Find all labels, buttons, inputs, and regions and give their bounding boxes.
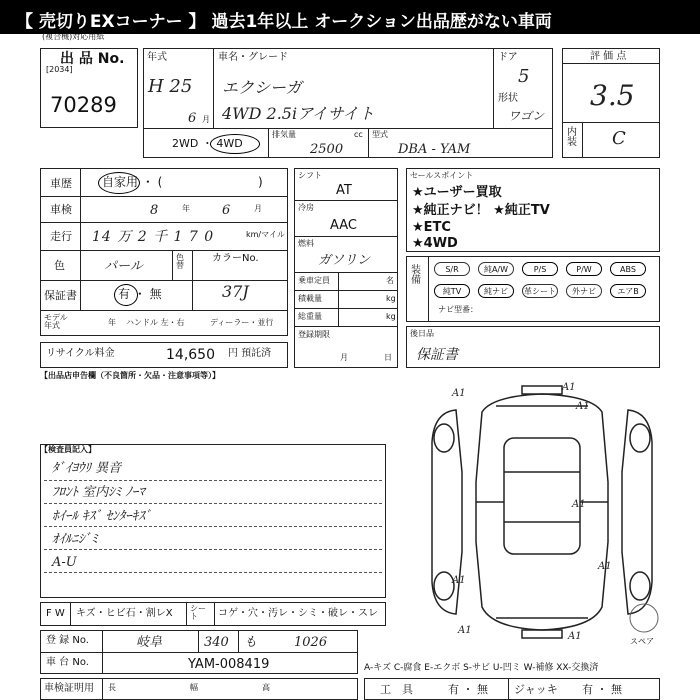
history-selected-circle: [98, 172, 140, 194]
inspector-line-4: ｵｲﾙﾆｼﾞﾐ: [52, 532, 98, 547]
model-label: 車名・グレード: [218, 52, 288, 63]
damage-mark-6: A1: [598, 561, 612, 572]
color-change-label: 色替: [176, 253, 184, 270]
after-sale-label: 後日品: [410, 329, 434, 338]
row2-0: 純TV: [434, 284, 470, 298]
shift-value: AT: [336, 183, 352, 198]
sales-point-3: ★ETC: [412, 220, 451, 235]
type-label: 型式: [372, 130, 388, 139]
car-diagram: [412, 382, 672, 642]
handle-label: ハンドル 左・右: [126, 318, 185, 327]
disp-unit: cc: [354, 130, 363, 139]
inspection-year-unit: 年: [182, 204, 190, 213]
disp-value: 2500: [310, 142, 344, 157]
lot-label: 出 品 No.: [60, 51, 125, 67]
damage-legend: A-キズ C-腐食 E-エクボ S-サビ U-凹ミ W-補修 XX-交換済: [364, 663, 599, 673]
jack-label: ジャッキ: [514, 683, 558, 696]
history-close: ): [258, 175, 263, 189]
seat-label: シート: [190, 604, 206, 621]
ac-label: 冷房: [298, 203, 314, 212]
row2-2: 革シート: [522, 284, 558, 298]
gross-unit: kg: [386, 312, 396, 321]
inspector-line-1: ﾀﾞｲﾖｳﾘ 異音: [52, 461, 122, 476]
tool-opts: 有 ・ 無: [448, 683, 488, 696]
recycle-value: 14,650: [166, 347, 215, 363]
top-banner: [0, 0, 700, 34]
damage-mark-2: A1: [562, 382, 576, 393]
month-unit: 月: [202, 115, 210, 124]
nav-model-label: ナビ型番：: [438, 305, 478, 314]
chassis-value: YAM-008419: [188, 657, 270, 672]
cert-sub2: 幅: [190, 683, 198, 692]
damage-mark-4: A1: [452, 575, 466, 586]
grade: 4WD 2.5iアイサイト: [222, 104, 375, 123]
mileage-label: 走行: [50, 230, 72, 243]
warranty-selected-circle: [114, 284, 138, 306]
history-label: 車歴: [50, 177, 72, 190]
row2-3: 外ナビ: [566, 284, 602, 298]
interior-value: C: [612, 128, 626, 149]
fuel-value: ガソリン: [318, 253, 371, 268]
shift-label: シフト: [298, 171, 322, 180]
drive-options: 2WD ・ 4WD: [172, 137, 243, 150]
gross-label: 総重量: [298, 312, 322, 321]
load-label: 積載量: [298, 294, 322, 303]
month-value: 6: [188, 111, 197, 126]
score-label: 評 価 点: [590, 51, 627, 62]
history-value: 自家用 ・ (: [102, 175, 163, 189]
color-no-value: 37J: [222, 282, 249, 301]
reg-class: 340: [204, 635, 229, 650]
reg-expiry-unit: 月: [340, 353, 348, 362]
year-value: H 25: [148, 76, 193, 97]
chassis-label: 車 台 No.: [46, 657, 89, 668]
fw-text: キズ・ヒビ石・割レX: [76, 608, 173, 619]
door-value: 5: [518, 66, 530, 87]
capacity-unit: 名: [386, 276, 394, 285]
sales-point-4: ★4WD: [412, 236, 458, 251]
sales-point-1: ★ユーザー買取: [412, 185, 502, 200]
color-no-label: カラーNo.: [212, 253, 259, 264]
inspection-label: 車検: [50, 203, 72, 216]
after-sale-value: 保証書: [416, 347, 458, 363]
reg-kana: も: [244, 635, 258, 650]
spare-label: スペア: [630, 637, 654, 646]
ac-value: AAC: [330, 218, 357, 233]
damage-mark-5: A1: [572, 499, 586, 510]
sales-point-2: ★純正ナビ！ ★純正TV: [412, 203, 550, 218]
damage-mark-1: A1: [452, 388, 466, 399]
row1-2: P/S: [522, 262, 558, 276]
row1-3: P/W: [566, 262, 602, 276]
disp-label: 排気量: [272, 130, 296, 139]
equipment-label: 装備: [411, 265, 421, 286]
recycle-label: リサイクル料金: [46, 348, 115, 359]
shape-value: ワゴン: [508, 109, 545, 123]
reg-number: 1026: [294, 635, 328, 650]
inspector-line-3: ﾎｲｰﾙ ｷｽﾞ ｾﾝﾀｰｷｽﾞ: [52, 509, 152, 524]
reg-expiry-label: 登録期限: [298, 330, 330, 339]
row1-1: 純A/W: [478, 262, 514, 276]
model-year-unit: 年: [108, 318, 116, 327]
inspection-month: 6: [222, 203, 231, 218]
score-value: 3.5: [590, 79, 635, 112]
recycle-unit: 円 預託済: [228, 348, 272, 359]
color-value: パール: [104, 259, 143, 274]
capacity-label: 乗車定員: [298, 276, 330, 285]
cert-label: 車検証明用: [44, 683, 94, 694]
corner-note: (複合機)対応用紙: [42, 32, 105, 41]
door-label: ドア: [498, 52, 518, 63]
seat-text: コゲ・穴・汚レ・シミ・破レ・スレ: [218, 608, 378, 619]
tool-label: 工 具: [380, 683, 413, 696]
lot-number: 70289: [50, 93, 117, 117]
fuel-label: 燃料: [298, 239, 314, 248]
type-value: DBA - YAM: [398, 142, 471, 157]
shape-label: 形状: [498, 93, 518, 104]
year-label: 年式: [147, 52, 167, 63]
reg-area: 岐阜: [136, 635, 163, 650]
inspector-line-2: ﾌﾛﾝﾄ 室内ｼﾐ ﾉｰﾏ: [52, 485, 145, 500]
row1-0: S/R: [434, 262, 470, 276]
inspection-month-unit: 月: [254, 204, 262, 213]
row1-4: ABS: [610, 262, 646, 276]
lot-code: [2034]: [46, 65, 73, 74]
mileage-unit: km/マイル: [246, 230, 285, 239]
color-label: 色: [54, 259, 65, 272]
inspection-year: 8: [150, 203, 159, 218]
dealer-label: ディーラー・並行: [210, 318, 274, 327]
jack-opts: 有 ・ 無: [582, 683, 622, 696]
inspector-line-5: A-U: [52, 555, 77, 570]
damage-mark-7: A1: [458, 625, 472, 636]
damage-mark-3: A1: [576, 401, 590, 412]
interior-label: 内装: [567, 127, 577, 148]
sales-label: セールスポイント: [410, 171, 474, 180]
load-unit: kg: [386, 294, 396, 303]
warranty-label: 保証書: [44, 289, 77, 302]
reg-expiry-day: 日: [384, 353, 392, 362]
seller-notes-label: 【出品店申告欄（不良箇所・欠品・注意事項等）】: [40, 371, 220, 380]
cert-sub3: 高: [262, 683, 270, 692]
inspector-label: 【検査員記入】: [40, 445, 96, 454]
fw-label: F W: [46, 608, 65, 619]
row2-1: 純ナビ: [478, 284, 514, 298]
banner-text: 【 売切りEXコーナー 】 過去1年以上 オークション出品歴がない車両: [16, 12, 552, 32]
drive-selected-circle: [210, 134, 260, 154]
warranty-value: 有 ・ 無: [118, 287, 162, 301]
model-year-label: モデル年式: [44, 313, 68, 330]
mileage-value: 14 万 2 千 1 7 0: [92, 229, 215, 245]
reg-label: 登 録 No.: [46, 635, 89, 646]
row2-4: エアB: [610, 284, 646, 298]
car-name: エクシーガ: [222, 78, 302, 97]
cert-sub1: 長: [108, 683, 116, 692]
damage-mark-8: A1: [568, 631, 582, 642]
